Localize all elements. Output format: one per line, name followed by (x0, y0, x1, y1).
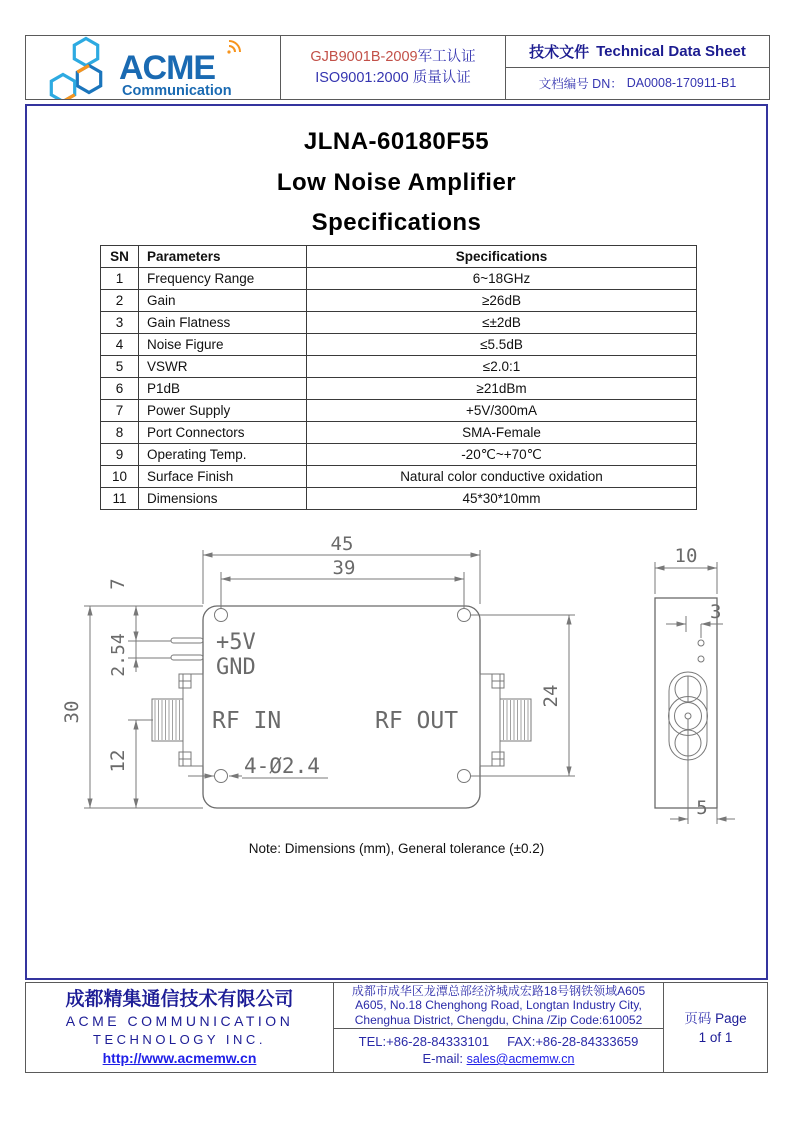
cell-param: Surface Finish (139, 466, 307, 488)
cell-spec: 6~18GHz (307, 268, 697, 290)
cell-sn: 5 (101, 356, 139, 378)
cell-sn: 3 (101, 312, 139, 334)
cell-param: Port Connectors (139, 422, 307, 444)
document-type (506, 36, 769, 68)
cell-spec: ≥21dBm (307, 378, 697, 400)
mounting-hole (458, 770, 471, 783)
doc-no-label: 文档编号 DN： (538, 77, 623, 92)
hole-callout (188, 754, 328, 778)
company-name-cn: 成都精集通信技术有限公司 (65, 988, 294, 1010)
page-label (684, 1009, 746, 1028)
cell-param: P1dB (139, 378, 307, 400)
cert-gjb-label: 军工认证 (417, 48, 476, 65)
doc-no-value: DA0008-170911-B1 (626, 76, 737, 91)
cell-spec: +5V/300mA (307, 400, 697, 422)
address-cn: 成都市成华区龙潭总部经济城成宏路18号钢铁领域A605 (351, 983, 646, 998)
company-logo (26, 36, 281, 99)
address-en-1: A605, No.18 Chenghong Road, Longtan Industry City, (355, 998, 642, 1013)
cell-sn: 10 (101, 466, 139, 488)
footer (25, 982, 768, 1073)
cert-line-1 (310, 47, 475, 68)
cell-sn: 1 (101, 268, 139, 290)
tel-number: TEL:+86-28-84333101 (358, 1034, 490, 1049)
dimension-label: 4-Ø2.4 (244, 754, 320, 778)
dim-12 (107, 720, 136, 808)
cell-spec: ≤2.0:1 (307, 356, 697, 378)
cell-param: Dimensions (139, 488, 307, 510)
certifications (281, 36, 506, 99)
dim-3 (666, 601, 723, 638)
dim-24 (470, 615, 575, 776)
fax-number: FAX:+86-28-84333659 (507, 1034, 639, 1049)
page-number-block (664, 983, 767, 1072)
page-label-en: Page (715, 1010, 747, 1026)
doc-type-en: Technical Data Sheet (596, 42, 746, 60)
table-row (101, 378, 697, 400)
dimension-label: 39 (332, 557, 356, 579)
dc-pins (171, 638, 203, 660)
header (25, 35, 770, 100)
table-row (101, 268, 697, 290)
cell-spec: ≤±2dB (307, 312, 697, 334)
cell-sn: 7 (101, 400, 139, 422)
pin-hole (698, 656, 704, 662)
outline-drawing (60, 524, 780, 832)
sma-connector-right (480, 674, 531, 766)
table-row (101, 444, 697, 466)
table-row (101, 334, 697, 356)
page-label-cn: 页码 (684, 1010, 712, 1026)
dim-39 (221, 557, 464, 608)
table-row (101, 290, 697, 312)
table-row (101, 488, 697, 510)
dimension-label: 7 (107, 578, 129, 590)
pin-hole (698, 640, 704, 646)
company-name-en-1: ACME COMMUNICATION (65, 1012, 294, 1029)
website-link[interactable]: http://www.acmemw.cn (102, 1049, 257, 1066)
section-title: Specifications (311, 209, 482, 236)
document-info (506, 36, 769, 99)
doc-type-cn: 技术文件 (529, 43, 590, 61)
dim-10 (655, 545, 717, 594)
dimension-label: 10 (674, 545, 698, 567)
cell-spec: ≤5.5dB (307, 334, 697, 356)
table-header-row (101, 246, 697, 268)
cell-param: Frequency Range (139, 268, 307, 290)
email-line (423, 1050, 575, 1068)
cell-param: Gain (139, 290, 307, 312)
dimension-label: 3 (710, 601, 722, 623)
dimension-label: 12 (107, 749, 129, 773)
footer-contact-block (334, 983, 664, 1072)
cell-spec: SMA-Female (307, 422, 697, 444)
cert-gjb-code: GJB9001B-2009 (310, 48, 418, 65)
header-specifications: Specifications (307, 246, 697, 268)
table-row (101, 422, 697, 444)
cell-param: Operating Temp. (139, 444, 307, 466)
footer-company-block (26, 983, 334, 1072)
cell-sn: 9 (101, 444, 139, 466)
cell-sn: 8 (101, 422, 139, 444)
dim-7 (107, 578, 136, 641)
dim-30 (61, 606, 90, 808)
phone-email-block (334, 1029, 663, 1072)
cell-param: Noise Figure (139, 334, 307, 356)
model-title: JLNA-60180F55 (303, 128, 490, 155)
dimension-label: 24 (540, 684, 562, 708)
header-sn: SN (101, 246, 139, 268)
hexagon-cluster-icon (51, 39, 100, 100)
cell-param: VSWR (139, 356, 307, 378)
cert-line-2: ISO9001:2000 质量认证 (315, 69, 471, 86)
cell-param: Power Supply (139, 400, 307, 422)
header-parameters: Parameters (139, 246, 307, 268)
wifi-signal-icon (227, 41, 240, 54)
address-en-2: Chenghua District, Chengdu, China /Zip Code:610052 (354, 1012, 643, 1027)
cell-spec: Natural color conductive oxidation (307, 466, 697, 488)
table-row (101, 400, 697, 422)
mounting-hole (215, 609, 228, 622)
acme-logo-graphic (26, 36, 266, 99)
sma-connector-left (152, 674, 203, 766)
cell-sn: 4 (101, 334, 139, 356)
dimension-label: 30 (61, 700, 83, 724)
logo-brand-text: ACME (119, 49, 216, 87)
label-rf-in: RF IN (212, 708, 282, 734)
label-gnd: GND (216, 655, 256, 680)
tolerance-note: Note: Dimensions (mm), General tolerance (±0.2) (248, 841, 545, 856)
logo-sub-text: Communication (122, 83, 232, 99)
front-view (61, 533, 575, 808)
label-plus5v: +5V (216, 630, 256, 655)
cell-param: Gain Flatness (139, 312, 307, 334)
mounting-hole (458, 609, 471, 622)
product-title: Low Noise Amplifier (276, 169, 517, 196)
tel-fax-line (359, 1033, 639, 1050)
email-label: E-mail: (422, 1051, 463, 1066)
cell-spec: ≥26dB (307, 290, 697, 312)
table-row (101, 466, 697, 488)
address-block (334, 983, 663, 1029)
page-value: 1 of 1 (698, 1029, 733, 1045)
mounting-hole (215, 770, 228, 783)
company-name-en-2: TECHNOLOGY INC. (93, 1031, 266, 1047)
cell-spec: 45*30*10mm (307, 488, 697, 510)
dimension-label: 45 (330, 533, 354, 555)
specifications-table (100, 245, 697, 510)
cell-sn: 6 (101, 378, 139, 400)
cell-sn: 2 (101, 290, 139, 312)
cell-sn: 11 (101, 488, 139, 510)
dimension-label: 5 (696, 797, 708, 819)
dim-2-54 (108, 633, 136, 676)
email-link[interactable]: sales@acmemw.cn (466, 1052, 575, 1066)
document-number (506, 68, 769, 100)
table-row (101, 356, 697, 378)
dimension-label: 2.54 (108, 633, 129, 677)
side-view (655, 545, 735, 824)
cell-spec: -20℃~+70℃ (307, 444, 697, 466)
table-row (101, 312, 697, 334)
label-rf-out: RF OUT (375, 708, 459, 734)
